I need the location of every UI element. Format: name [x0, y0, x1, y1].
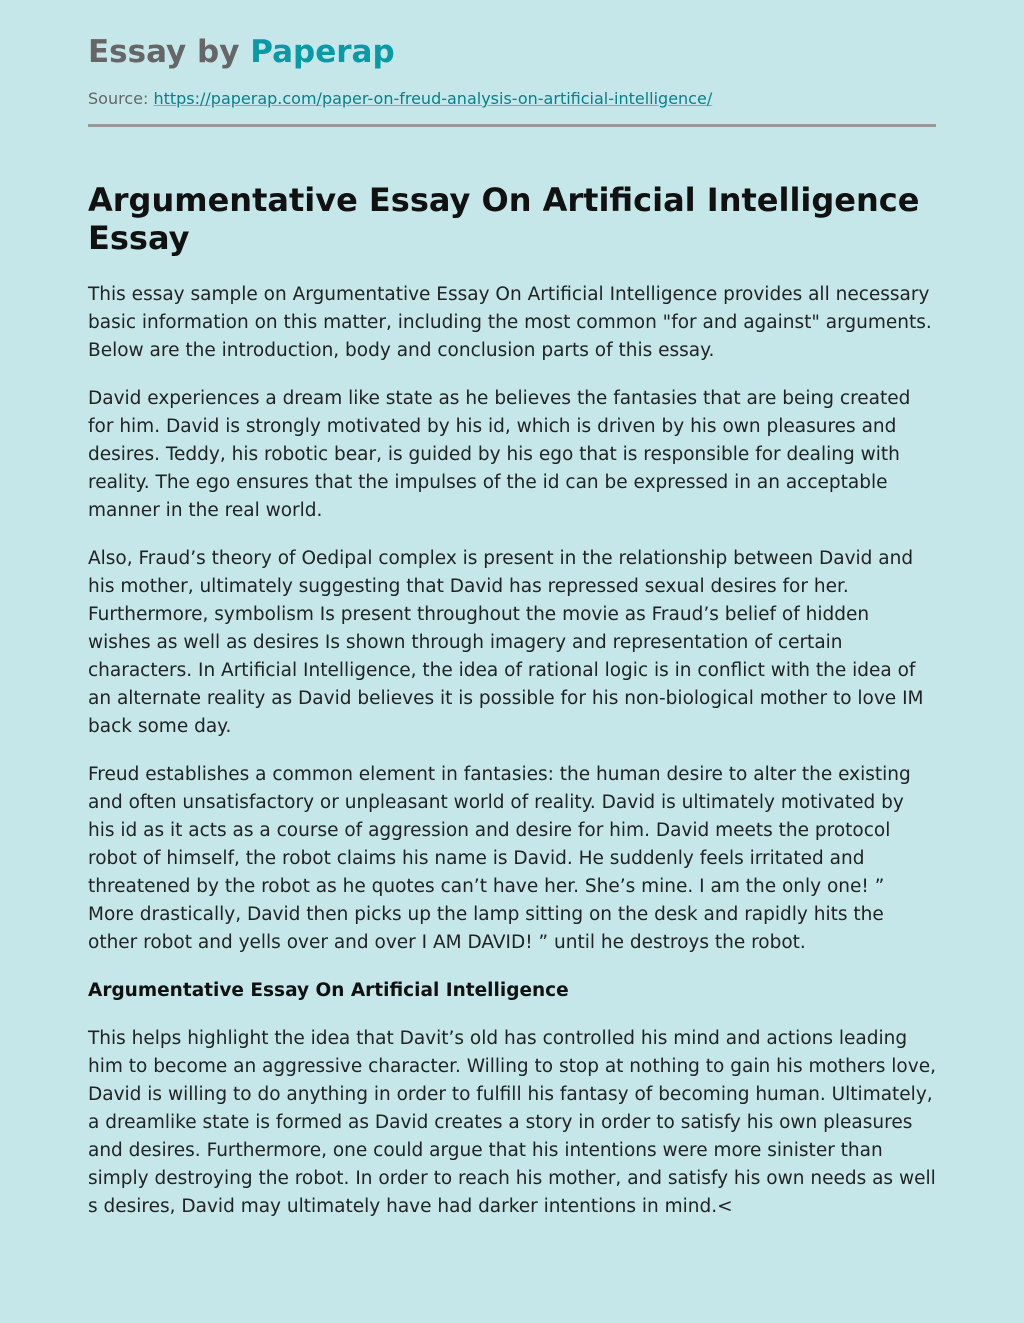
article-body	[88, 281, 936, 1221]
paragraph: Also, Fraud’s theory of Oedipal complex is present in the relationship between David and his mother, ultimately suggesting that David has repressed sexual desires for her. Furthermore, symbolism Is present throughout the movie as Fraud’s belief of hidden wishes as well as desires Is shown through imagery and representation of certain characters. In Artificial Intelligence, the idea of rational logic is in conflict with the idea of an alternate reality as David believes it is possible for his non-biological mother to love IM back some day.	[88, 548, 924, 737]
page	[88, 0, 936, 1241]
site-brand[interactable]	[88, 32, 936, 72]
source-line	[88, 88, 936, 110]
paragraph: David experiences a dream like state as he believes the fantasies that are being created for him. David is strongly motivated by his id, which is driven by his own pleasures and desires. Teddy, his robotic bear, is guided by his ego that is responsible for dealing with reality. The ego ensures that the impulses of the id can be expressed in an acceptable manner in the real world.	[88, 388, 911, 521]
article-title: Argumentative Essay On Artificial Intelligence Essay	[88, 181, 920, 257]
article-subheading: Argumentative Essay On Artificial Intelligence	[88, 980, 569, 1001]
header-divider	[88, 124, 936, 127]
source-link[interactable]: https://paperap.com/paper-on-freud-analysis-on-artificial-intelligence/	[153, 89, 713, 108]
brand-prefix: Essay by	[88, 34, 251, 70]
paragraph: This essay sample on Argumentative Essay On Artificial Intelligence provides all necessary basic information on this matter, including the most common "for and against" arguments. Below are the introduction, body and conclusion parts of this essay.	[88, 284, 932, 361]
source-label: Source:	[88, 89, 149, 108]
paragraph: Freud establishes a common element in fantasies: the human desire to alter the existing and often unsatisfactory or unpleasant world of reality. David is ultimately motivated by his id as it acts as a course of aggression and desire for him. David meets the protocol robot of himself, the robot claims his name is David. He suddenly feels irritated and threatened by the robot as he quotes can’t have her. She’s mine. I am the only one! ” More drastically, David then picks up the lamp sitting on the desk and rapidly hits the other robot and yells over and over I AM DAVID! ” until he destroys the robot.	[88, 764, 911, 953]
brand-name: Paperap	[250, 34, 395, 70]
paragraph: This helps highlight the idea that Davit’s old has controlled his mind and actions leading him to become an aggressive character. Willing to stop at nothing to gain his mothers love, David is willing to do anything in order to fulfill his fantasy of becoming human. Ultimately, a dreamlike state is formed as David creates a story in order to satisfy his own pleasures and desires. Furthermore, one could argue that his intentions were more sinister than simply destroying the robot. In order to reach his mother, and satisfy his own needs as well s desires, David may ultimately have had darker intentions in mind.<	[88, 1028, 936, 1217]
